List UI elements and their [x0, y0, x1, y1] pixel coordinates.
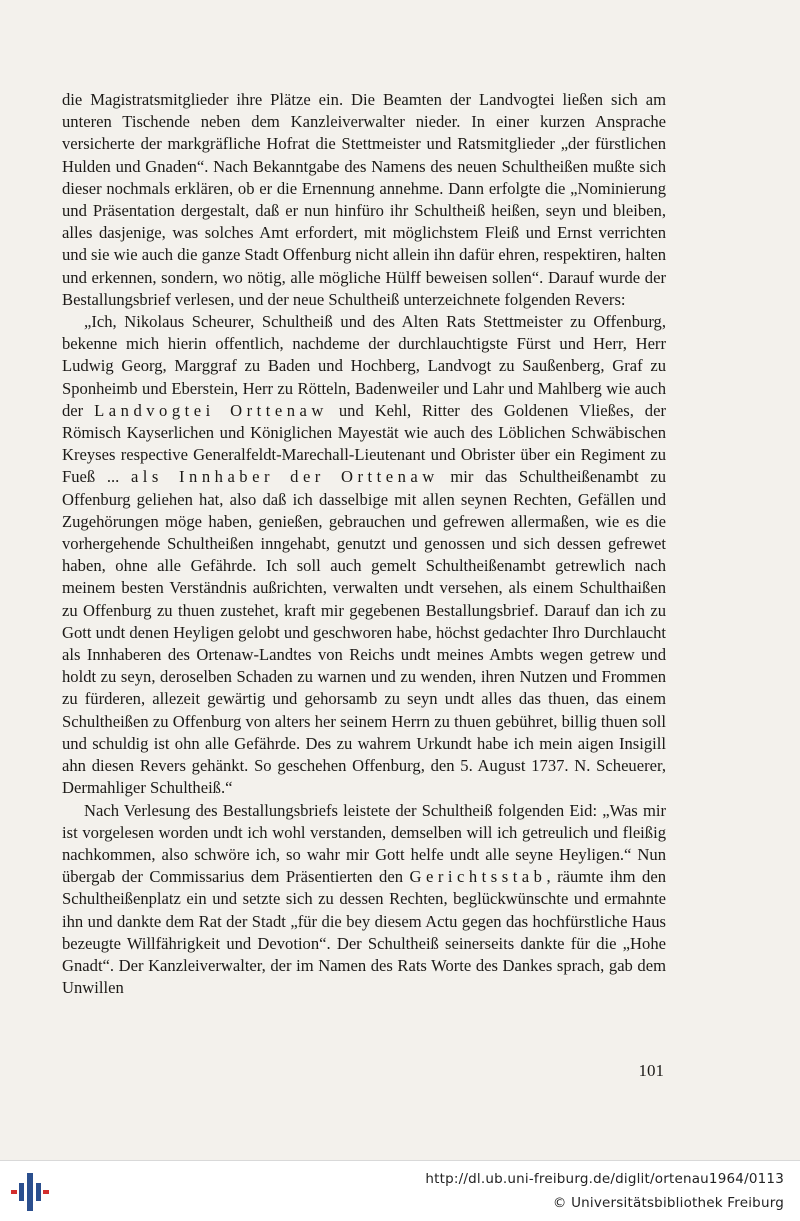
page-number: 101	[638, 1061, 664, 1080]
text-run: die Magistratsmitglieder ihre Plätze ein. Die Beamten der Landvogtei ließen sich am unteren Tischende neben dem Kanzleiverwalter nieder. In einer kurzen Ansprache versicherte der markgräfliche Hofrat die Stettmeister und Ratsmitglieder „der fürstlichen Hulden und Gnaden“. Nach Bekanntgabe des Namens des neuen Schultheißen mußte sich dieser nochmals erklären, ob er die Ernennung annehme. Dann erfolgte die „Nominierung und Präsentation dergestalt, daß er nun hinfüro ihr Schultheiß heißen, seyn und bleiben, alles dasjenige, was solches Amt erfordert, mit möglichstem Fleiß und Ernst verrichten und sie wie auch die ganze Stadt Offenburg nicht allein ihn dafür ehren, respektiren, halten und erkennen, sondern, wo nötig, alle mögliche Hülff beweisen sollen“. Darauf wurde der Bestallungsbrief verlesen, und der neue Schultheiß unterzeichnete folgenden Revers:	[62, 90, 666, 309]
spaced-emphasis-text: Gerichtsstab	[409, 867, 547, 887]
source-url-link[interactable]: http://dl.ub.uni-freiburg.de/diglit/ortenau1964/0113	[425, 1171, 784, 1187]
paragraph	[62, 89, 666, 311]
spaced-emphasis-text: Landvogtei Orttenaw	[94, 400, 328, 420]
text-run: mir das Schultheißenambt zu Offenburg geliehen hat, also daß ich dasselbige mit allen seynen Rechten, Gefällen und Zugehörungen möge haben, genießen, gebrauchen und gefrewen allermaßen, wie es die vorhergehende Schultheißen inngehabt, genutzt und genossen und sich dessen gefrewet haben, ohne alle Gefährde. Ich soll auch gemelt Schultheißenambt getrewlich nach meinem besten Verständnis außrichten, verwalten undt versehen, als einem Schulthaißen zu Offenburg zu thuen zustehet, kraft mir gegebenen Bestallungsbrief. Darauf dan ich zu Gott undt denen Heyligen gelobt und geschworen habe, höchst gedachter Ihro Durchlaucht als Innhaberen des Ortenaw-Landtes von Reichs undt meines Ambts wegen getrew und holdt zu seyn, deroselben Schaden zu warnen und zu wenden, ihren Nutzen und Frommen zu fürderen, allezeit gewärtig und gehorsamb zu seyn undt alles das thuen, das einem Schultheißen zu Offenburg von alters her seinem Herrn zu thuen gebühret, billig thuen soll und schuldig ist ohn alle Gefährde. Des zu wahrem Urkundt habe ich mein aigen Insigill ahn diesen Revers gehänkt. So geschehen Offenburg, den 5. August 1737. N. Scheuerer, Dermahliger Schultheiß.“	[62, 467, 666, 798]
text-run: Nach Verlesung des Bestallungsbriefs leistete der Schultheiß folgenden Eid: „Was mir ist vorgelesen worden undt ich wohl verstanden, demselben will ich getreulich und fleißig nachkommen, also schwöre ich, so wahr mir Gott helfe undt alle seyne Heyligen.“ Nun übergab der Commissarius dem Präsentierten den	[62, 800, 666, 887]
body-text	[62, 89, 666, 999]
ub-freiburg-logo-icon[interactable]	[10, 1171, 50, 1213]
paragraph	[62, 800, 666, 1000]
text-run: und Kehl, Ritter des Goldenen Vließes, der Römisch Kayserlichen und Königlichen Mayestät wie auch des Löblichen Schwäbischen Kreyses respective Generalfeldt-Marechall-Lieutenant und Obrister über ein Regiment zu Fueß ...	[62, 400, 666, 487]
viewer-footer	[0, 1160, 800, 1221]
spaced-emphasis-text: als Innhaber der Orttenaw	[130, 467, 439, 487]
text-run: , räumte ihm den Schultheißenplatz ein und setzte sich zu dessen Rechten, beglückwünschte und ermahnte ihn und dankte dem Rat der Stadt „für die bey diesem Actu gegen das hochfürstliche Haus bezeugte Willfährigkeit und Devotion“. Der Schultheiß seinerseits dankte für die „Hohe Gnadt“. Der Kanzleiverwalter, der im Namen des Rats Worte des Dankes sprach, gab dem Unwillen	[62, 867, 666, 998]
text-run: „Ich, Nikolaus Scheurer, Schultheiß und des Alten Rats Stettmeister zu Offenburg, bekenne mich hierin offentlich, nachdeme der durchlauchtigste Fürst und Herr, Herr Ludwig Georg, Marggraf zu Baden und Hochberg, Landvogt zu Saußenberg, Graf zu Sponheimb und Eberstein, Herr zu Rötteln, Badenweiler und Lahr und Mahlberg wie auch der	[62, 312, 666, 420]
paragraph	[62, 311, 666, 799]
copyright-text: © Universitätsbibliothek Freiburg	[552, 1195, 784, 1211]
